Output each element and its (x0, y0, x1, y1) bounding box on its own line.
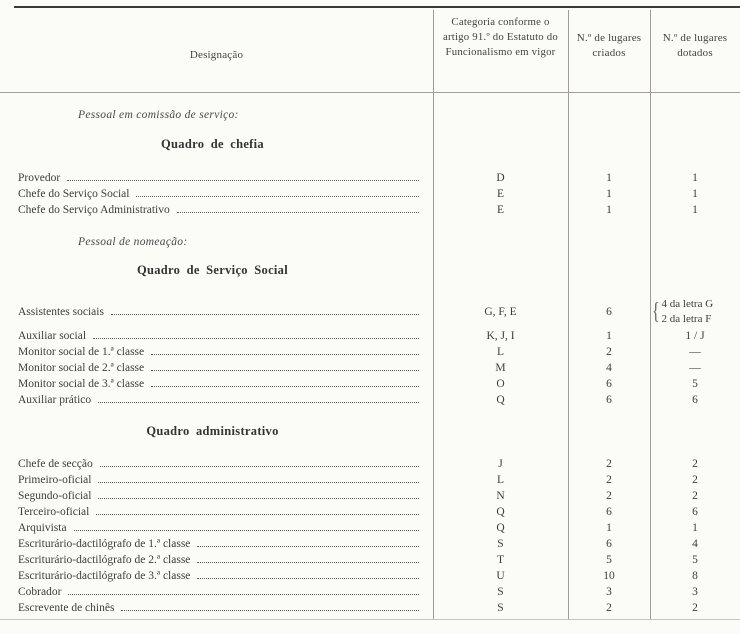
table-row (0, 296, 740, 328)
dot-leader (93, 338, 419, 339)
row-places-funded: 5 (692, 554, 698, 566)
row-places-created: 1 (606, 188, 612, 200)
row-designation: Escrevente de chinês (18, 602, 115, 614)
row-designation: Arquivista (18, 522, 67, 534)
table-row (0, 552, 740, 568)
row-category: K, J, I (486, 330, 515, 342)
row-places-funded: 3 (692, 586, 698, 598)
row-places-funded: 2 (692, 474, 698, 486)
row-designation: Escriturário-dactilógrafo de 3.ª classe (18, 570, 191, 582)
row-places-funded: 8 (692, 570, 698, 582)
row-category: E (496, 204, 505, 216)
row-category: T (496, 554, 505, 566)
row-places-created: 10 (603, 570, 615, 582)
row-places-created: 2 (606, 458, 612, 470)
row-designation: Escriturário-dactilógrafo de 1.ª classe (18, 538, 191, 550)
row-category: S (497, 538, 504, 550)
dot-leader (68, 594, 419, 595)
dot-leader (111, 314, 419, 315)
row-category: N (496, 490, 505, 502)
row-designation: Chefe do Serviço Social (18, 188, 130, 200)
row-places-created: 6 (606, 378, 612, 390)
dot-leader (96, 514, 419, 515)
row-places-created: 6 (606, 306, 612, 318)
row-designation: Chefe do Serviço Administrativo (18, 204, 170, 216)
row-places-funded-line2: 2 da letra F (661, 313, 712, 325)
row-category: E (496, 188, 505, 200)
row-category: L (496, 474, 505, 486)
row-category: D (496, 172, 505, 184)
row-category: L (496, 346, 505, 358)
row-category: Q (496, 506, 505, 518)
row-places-created: 2 (606, 474, 612, 486)
section-heading: Quadro de chefia (161, 137, 264, 151)
table-row (0, 456, 740, 472)
row-places-created: 6 (606, 394, 612, 406)
table-row (0, 202, 740, 218)
section-heading: Quadro de Serviço Social (136, 263, 289, 277)
dot-leader (197, 562, 419, 563)
dot-leader (100, 466, 419, 467)
row-places-created: 1 (606, 172, 612, 184)
row-places-funded: 1 (692, 204, 698, 216)
header-categoria: Categoria conforme o artigo 91.º do Estatuto do Funcionalismo em vigor (442, 16, 558, 58)
dot-leader (177, 212, 419, 213)
row-designation: Chefe de secção (18, 458, 93, 470)
dot-leader (136, 196, 419, 197)
row-places-funded: 4 (692, 538, 698, 550)
table-bottom-border (0, 619, 740, 620)
table-row (0, 186, 740, 202)
row-category: J (498, 458, 503, 470)
row-designation: Primeiro-oficial (18, 474, 92, 486)
table-row (0, 344, 740, 360)
row-places-created: 5 (606, 554, 612, 566)
row-places-created: 2 (606, 346, 612, 358)
header-separator (0, 92, 740, 93)
row-designation: Monitor social de 3.ª classe (18, 378, 145, 390)
section-rows (0, 296, 740, 408)
row-designation: Auxiliar prático (18, 394, 92, 406)
row-places-funded: 6 (692, 506, 698, 518)
dot-leader (98, 402, 419, 403)
row-places-funded: — (689, 346, 701, 358)
table-row (0, 488, 740, 504)
table-row (0, 584, 740, 600)
dot-leader (67, 180, 419, 181)
row-places-created: 3 (606, 586, 612, 598)
section-rows (0, 170, 740, 218)
section-label: Pessoal em comissão de serviço: (78, 109, 239, 121)
header-designacao: Designação (189, 49, 244, 61)
dot-leader (151, 386, 419, 387)
brace-glyph: { (651, 299, 660, 325)
row-category: U (496, 570, 505, 582)
row-places-funded: — (689, 362, 701, 374)
dot-leader (197, 578, 419, 579)
table-top-border (14, 6, 740, 8)
dot-leader (98, 482, 419, 483)
dot-leader (121, 610, 419, 611)
section-rows (0, 456, 740, 616)
table-row (0, 360, 740, 376)
header-lugares-dotados: N.º de lugares dotados (662, 32, 728, 59)
row-category: Q (496, 394, 505, 406)
row-places-funded: 1 / J (685, 330, 705, 342)
row-places-created: 4 (606, 362, 612, 374)
row-places-funded: 2 (692, 490, 698, 502)
row-places-funded: 1 (692, 522, 698, 534)
row-category: O (496, 378, 505, 390)
row-designation: Auxiliar social (18, 330, 87, 342)
row-places-funded: 2 (692, 458, 698, 470)
table-row (0, 568, 740, 584)
row-category: G, F, E (484, 306, 517, 318)
dot-leader (151, 354, 419, 355)
table-row (0, 472, 740, 488)
row-category: S (497, 586, 504, 598)
row-places-created: 1 (606, 330, 612, 342)
row-designation: Provedor (18, 172, 61, 184)
row-category: Q (496, 522, 505, 534)
section-heading: Quadro administrativo (146, 424, 279, 438)
table-row (0, 392, 740, 408)
row-places-funded: 2 (692, 602, 698, 614)
row-designation: Assistentes sociais (18, 306, 104, 318)
header-lugares-criados: N.º de lugares criados (576, 32, 642, 59)
table-row (0, 170, 740, 186)
row-category: M (495, 362, 506, 374)
dot-leader (98, 498, 419, 499)
section-label: Pessoal de nomeação: (78, 236, 188, 248)
row-places-funded: 1 (692, 172, 698, 184)
row-places-created: 6 (606, 538, 612, 550)
row-places-funded: 1 (692, 188, 698, 200)
table-row (0, 504, 740, 520)
row-places-funded: 5 (692, 378, 698, 390)
row-designation: Monitor social de 1.ª classe (18, 346, 145, 358)
row-places-created: 1 (606, 522, 612, 534)
dot-leader (74, 530, 419, 531)
row-designation: Segundo-oficial (18, 490, 92, 502)
row-places-funded-line1: 4 da letra G (661, 298, 714, 310)
row-places-created: 6 (606, 506, 612, 518)
row-designation: Escriturário-dactilógrafo de 2.ª classe (18, 554, 191, 566)
table-row (0, 328, 740, 344)
table-row (0, 536, 740, 552)
table-row (0, 376, 740, 392)
row-places-created: 2 (606, 602, 612, 614)
row-designation: Cobrador (18, 586, 62, 598)
row-places-funded: 6 (692, 394, 698, 406)
table-row (0, 520, 740, 536)
row-category: S (497, 602, 504, 614)
row-designation: Terceiro-oficial (18, 506, 90, 518)
row-places-created: 2 (606, 490, 612, 502)
table-row (0, 600, 740, 616)
dot-leader (197, 546, 419, 547)
row-places-created: 1 (606, 204, 612, 216)
row-designation: Monitor social de 2.ª classe (18, 362, 145, 374)
dot-leader (151, 370, 419, 371)
